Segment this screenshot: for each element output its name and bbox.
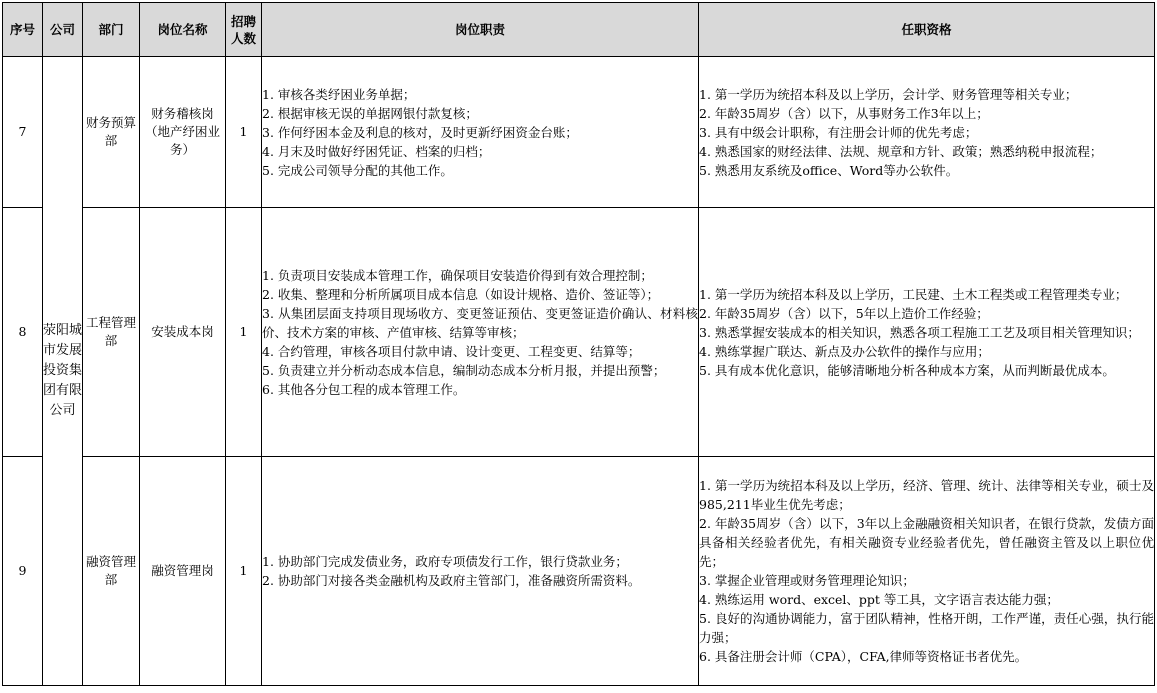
duty-item: 5. 负责建立并分析动态成本信息，编制动态成本分析月报，并提出预警； [262, 362, 666, 378]
row-duties [262, 208, 699, 457]
qualification-item: 4. 熟练运用 word、excel、ppt 等工具，文字语言表达能力强； [699, 592, 1059, 607]
row-qualifications [699, 57, 1155, 208]
duty-item: 1. 审核各类纾困业务单据； [262, 86, 416, 102]
recruitment-table [2, 2, 1155, 686]
duty-item: 4. 月末及时做好纾困凭证、档案的归档； [262, 143, 491, 159]
header-duties: 岗位职责 [262, 3, 699, 57]
duty-item: 1. 负责项目安装成本管理工作，确保项目安装造价得到有效合理控制； [262, 267, 653, 283]
table-row [3, 57, 1155, 208]
qualification-item: 1. 第一学历为统招本科及以上学历，工民建、土木工程类或工程管理类专业； [699, 286, 1128, 302]
row-duties [262, 457, 699, 686]
duty-item: 5. 完成公司领导分配的其他工作。 [262, 162, 453, 178]
table-row [3, 208, 1155, 457]
row-headcount: 1 [226, 57, 262, 208]
row-position: 安装成本岗 [140, 208, 226, 457]
qualification-item: 4. 熟悉国家的财经法律、法规、规章和方针、政策；熟悉纳税申报流程； [699, 143, 1103, 159]
duty-item: 4. 合约管理，审核各项目付款申请、设计变更、工程变更、结算等； [262, 343, 641, 359]
row-dept: 融资管理部 [83, 457, 140, 686]
duty-item: 3. 从集团层面支持项目现场收方、变更签证预估、变更签证造价确认、材料核价、技术方案的审核、产值审核、结算等审核； [262, 305, 698, 340]
row-seq: 9 [3, 457, 43, 686]
qualification-item: 2. 年龄35周岁（含）以下，5年以上造价工作经验； [699, 305, 989, 321]
qualification-item: 3. 掌握企业管理或财务管理理论知识； [699, 573, 915, 588]
row-seq: 7 [3, 57, 43, 208]
header-row [3, 3, 1155, 57]
row-duties [262, 57, 699, 208]
qualification-item: 5. 具有成本优化意识，能够清晰地分析各种成本方案，从而判断最优成本。 [699, 362, 1115, 378]
table-row [3, 457, 1155, 686]
qualification-item: 4. 熟练掌握广联达、新点及办公软件的操作与应用； [699, 343, 990, 359]
duty-item: 2. 收集、整理和分析所属项目成本信息（如设计规格、造价、签证等）； [262, 286, 660, 302]
row-qualifications [699, 457, 1155, 686]
row-headcount: 1 [226, 457, 262, 686]
header-qualifications: 任职资格 [699, 3, 1155, 57]
row-dept: 财务预算部 [83, 57, 140, 208]
row-position: 财务稽核岗（地产纾困业务） [140, 57, 226, 208]
duty-item: 2. 协助部门对接各类金融机构及政府主管部门，准备融资所需资料。 [262, 573, 641, 588]
qualification-item: 2. 年龄35周岁（含）以下，从事财务工作3年以上； [699, 105, 989, 121]
row-position: 融资管理岗 [140, 457, 226, 686]
duty-item: 2. 根据审核无误的单据网银付款复核； [262, 105, 478, 121]
qualification-item: 1. 第一学历为统招本科及以上学历，经济、管理、统计、法律等相关专业，硕士及985,211毕业生优先考虑； [699, 478, 1154, 512]
qualification-item: 6. 具备注册会计师（CPA），CFA,律师等资格证书者优先。 [699, 649, 1028, 664]
qualification-item: 3. 具有中级会计职称，有注册会计师的优先考虑； [699, 124, 978, 140]
duty-item: 6. 其他各分包工程的成本管理工作。 [262, 381, 466, 397]
qualification-item: 5. 熟悉用友系统及office、Word等办公软件。 [699, 162, 959, 178]
qualification-item: 3. 熟悉掌握安装成本的相关知识，熟悉各项工程施工工艺及项目相关管理知识； [699, 324, 1140, 340]
row-dept: 工程管理部 [83, 208, 140, 457]
row-seq: 8 [3, 208, 43, 457]
header-company: 公司 [43, 3, 83, 57]
header-dept: 部门 [83, 3, 140, 57]
row-qualifications [699, 208, 1155, 457]
company-name: 荥阳城市发展投资集团有限公司 [43, 57, 83, 686]
qualification-item: 1. 第一学历为统招本科及以上学历，会计学、财务管理等相关专业； [699, 86, 1078, 102]
header-seq: 序号 [3, 3, 43, 57]
header-headcount: 招聘人数 [226, 3, 262, 57]
header-position: 岗位名称 [140, 3, 226, 57]
qualification-item: 5. 良好的沟通协调能力，富于团队精神，性格开朗，工作严谨，责任心强，执行能力强； [699, 611, 1154, 645]
duty-item: 1. 协助部门完成发债业务，政府专项债发行工作，银行贷款业务； [262, 554, 628, 569]
duty-item: 3. 作何纾困本金及利息的核对，及时更新纾困资金台账； [262, 124, 578, 140]
qualification-item: 2. 年龄35周岁（含）以下，3年以上金融融资相关知识者，在银行贷款，发债方面具备相关经验者优先，有相关融资专业经验者优先，曾任融资主管及以上职位优先； [699, 516, 1154, 569]
row-headcount: 1 [226, 208, 262, 457]
